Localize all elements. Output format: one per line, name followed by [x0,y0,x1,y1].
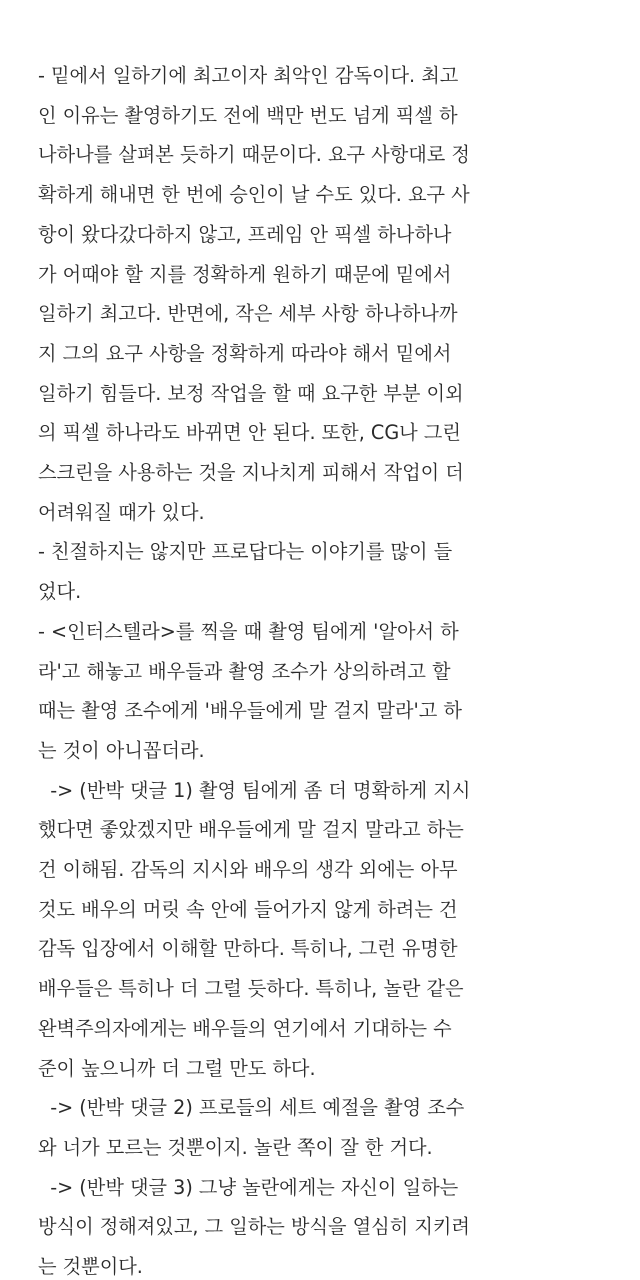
text-line: 지 그의 요구 사항을 정확하게 따라야 해서 밑에서 [38,341,452,365]
text-line: 했다면 좋았겠지만 배우들에게 말 걸지 말라고 하는 [38,818,464,842]
text-line: 건 이해됨. 감독의 지시와 배우의 생각 외에는 아무 [38,858,458,881]
text-line: 것도 배우의 머릿 속 안에 들어가지 않게 하려는 건 [38,897,458,921]
text-line: 때는 촬영 조수에게 '배우들에게 말 걸지 말라'고 하 [38,699,462,723]
text-line: 와 너가 모르는 것뿐이지. 놀란 쪽이 잘 한 거다. [38,1135,433,1159]
text-line: 어려워질 때가 있다. [38,500,205,524]
text-line: 배우들은 특히나 더 그럴 듯하다. 특히나, 놀란 같은 [38,977,464,1001]
cut-off-heading [38,0,238,6]
text-line: 라'고 해놓고 배우들과 촬영 조수가 상의하려고 할 [38,659,451,683]
text-line: 가 어때야 할 지를 정확하게 원하기 때문에 밑에서 [38,262,452,286]
text-line: 감독 입장에서 이해할 만하다. 특히나, 그런 유명한 [38,937,458,961]
text-line: 준이 높으니까 더 그럴 만도 하다. [38,1056,316,1080]
cut-off-next-line [38,1265,238,1280]
text-line: -> (반박 댓글 3) 그냥 놀란에게는 자신이 일하는 [38,1175,459,1199]
text-line: 는 것뿐이다. [38,1255,143,1278]
text-line: 확하게 해내면 한 번에 승인이 날 수도 있다. 요구 사 [38,183,470,207]
text-line: 일하기 최고다. 반면에, 작은 세부 사항 하나하나까 [38,302,458,326]
text-line: 일하기 힘들다. 보정 작업을 할 때 요구한 부분 이외 [38,381,464,405]
text-line: 의 픽셀 하나라도 바뀌면 안 된다. 또한, CG나 그린 [38,421,461,445]
text-line: -> (반박 댓글 1) 촬영 팀에게 좀 더 명확하게 지시 [38,778,471,802]
text-line: - 친절하지는 않지만 프로답다는 이야기를 많이 들 [38,540,453,564]
text-line: -> (반박 댓글 2) 프로들의 세트 예절을 촬영 조수 [38,1096,465,1120]
text-line: 방식이 정해져있고, 그 일하는 방식을 열심히 지키려 [38,1215,470,1239]
text-line: - <인터스텔라>를 찍을 때 촬영 팀에게 '알아서 하 [38,619,459,643]
text-line: 완벽주의자에게는 배우들의 연기에서 기대하는 수 [38,1016,452,1040]
text-line: - 밑에서 일하기에 최고이자 최악인 감독이다. 최고 [38,64,459,87]
text-line: 인 이유는 촬영하기도 전에 백만 번도 넘게 픽셀 하 [38,103,458,127]
text-line: 었다. [38,580,82,604]
text-line: 항이 왔다갔다하지 않고, 프레임 안 픽셀 하나하나 [38,222,452,246]
text-line: 스크린을 사용하는 것을 지나치게 피해서 작업이 더 [38,461,464,484]
text-line: 나하나를 살펴본 듯하기 때문이다. 요구 사항대로 정 [38,143,470,167]
text-line: 는 것이 아니꼽더라. [38,738,205,762]
